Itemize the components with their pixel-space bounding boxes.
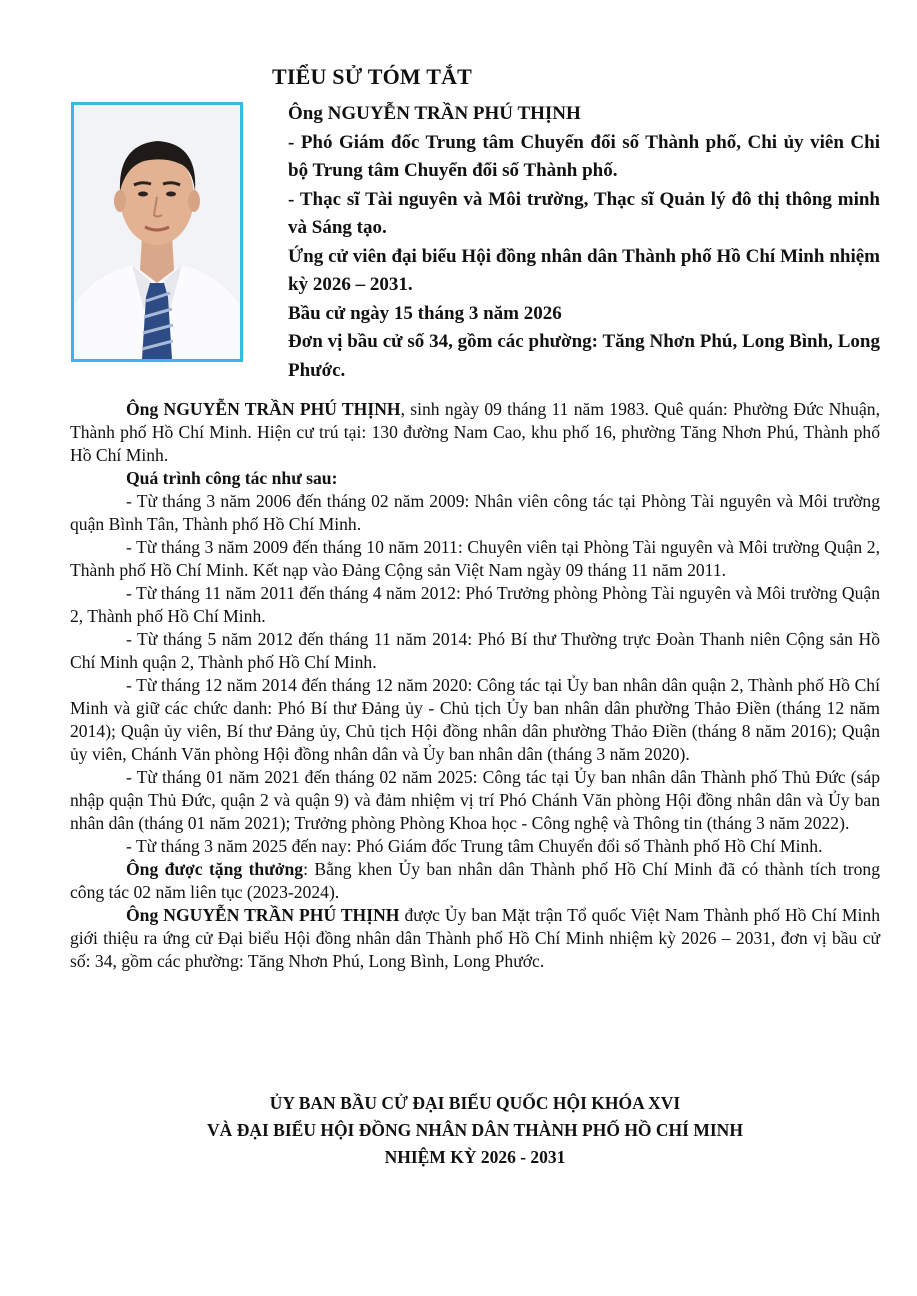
election-unit: Đơn vị bầu cử số 34, gồm các phường: Tăng Nhơn Phú, Long Bình, Long Phước. (288, 331, 880, 381)
election-date: Bầu cử ngày 15 tháng 3 năm 2026 (288, 302, 562, 324)
issuing-committee (70, 1090, 880, 1171)
candidate-degrees: - Thạc sĩ Tài nguyên và Môi trường, Thạc sĩ Quản lý đô thị thông minh và Sáng tạo. (288, 188, 880, 238)
nomination-name: Ông NGUYỄN TRẦN PHÚ THỊNH (126, 905, 400, 925)
career-item: - Từ tháng 01 năm 2021 đến tháng 02 năm 2025: Công tác tại Ủy ban nhân dân Thành phố Thủ Đức (sáp nhập quận Thủ Đức, quận 2 và quận 9) và đảm nhiệm vị trí Phó Chánh Văn phòng Hội đồng nhân dân và Ủy ban nhân dân (tháng 01 năm 2021); Trưởng phòng Phòng Khoa học - Công nghệ và Thông tin (tháng 3 năm 2022). (70, 767, 880, 833)
career-item: - Từ tháng 5 năm 2012 đến tháng 11 năm 2014: Phó Bí thư Thường trực Đoàn Thanh niên Cộng sản Hồ Chí Minh quận 2, Thành phố Hồ Chí Minh. (70, 629, 880, 672)
nomination-text: được Ủy ban Mặt trận Tổ quốc Việt Nam Thành phố Hồ Chí Minh giới thiệu ra ứng cử Đại biểu Hội đồng nhân dân Thành phố Hồ Chí Minh nhiệm kỳ 2026 – 2031, đơn vị bầu cử số: 34, gồm các phường: Tăng Nhơn Phú, Long Bình, Long Phước. (70, 905, 880, 971)
committee-line-1: ỦY BAN BẦU CỬ ĐẠI BIỂU QUỐC HỘI KHÓA XVI (269, 1093, 681, 1113)
intro-text: , sinh ngày 09 tháng 11 năm 1983. Quê quán: Phường Đức Nhuận, Thành phố Hồ Chí Minh. Hiện cư trú tại: 130 đường Nam Cao, khu phố 16, phường Tăng Nhơn Phú, Thành phố Hồ Chí Minh. (70, 399, 880, 465)
award-paragraph (70, 858, 880, 904)
committee-line-3: NHIỆM KỲ 2026 - 2031 (384, 1147, 566, 1167)
candidate-position: - Phó Giám đốc Trung tâm Chuyển đổi số Thành phố, Chi ủy viên Chi bộ Trung tâm Chuyển đổi số Thành phố. (288, 131, 880, 181)
career-heading: Quá trình công tác như sau: (126, 468, 338, 488)
career-item: - Từ tháng 3 năm 2025 đến nay: Phó Giám đốc Trung tâm Chuyển đổi số Thành phố Hồ Chí Minh. (126, 836, 823, 856)
candidate-summary (288, 100, 880, 385)
intro-name: Ông NGUYỄN TRẦN PHÚ THỊNH (126, 399, 401, 419)
intro-paragraph (70, 398, 880, 467)
career-item: - Từ tháng 3 năm 2006 đến tháng 02 năm 2009: Nhân viên công tác tại Phòng Tài nguyên và Môi trường quận Bình Tân, Thành phố Hồ Chí Minh. (70, 491, 880, 534)
biography-body (70, 398, 880, 973)
candidate-name: Ông NGUYỄN TRẦN PHÚ THỊNH (288, 103, 581, 124)
award-label: Ông được tặng thưởng (126, 859, 304, 879)
nomination-paragraph (70, 904, 880, 973)
candidate-portrait (71, 102, 243, 362)
career-item: - Từ tháng 11 năm 2011 đến tháng 4 năm 2012: Phó Trưởng phòng Phòng Tài nguyên và Môi trường Quận 2, Thành phố Hồ Chí Minh. (70, 583, 880, 626)
document-title: TIỂU SỬ TÓM TẮT (272, 64, 473, 89)
career-item: - Từ tháng 3 năm 2009 đến tháng 10 năm 2011: Chuyên viên tại Phòng Tài nguyên và Môi trường Quận 2, Thành phố Hồ Chí Minh. Kết nạp vào Đảng Cộng sản Việt Nam ngày 09 tháng 11 năm 2011. (70, 537, 880, 580)
candidacy-statement: Ứng cử viên đại biểu Hội đồng nhân dân Thành phố Hồ Chí Minh nhiệm kỳ 2026 – 2031. (288, 245, 880, 295)
career-item: - Từ tháng 12 năm 2014 đến tháng 12 năm 2020: Công tác tại Ủy ban nhân dân quận 2, Thành phố Hồ Chí Minh và giữ các chức danh: Phó Bí thư Đảng ủy - Chủ tịch Ủy ban nhân dân phường Thảo Điền (tháng 12 năm 2014); Quận ủy viên, Bí thư Đảng ủy, Chủ tịch Hội đồng nhân dân phường Thảo Điền (tháng 8 năm 2016); Quận ủy viên, Chánh Văn phòng Hội đồng nhân dân và Ủy ban nhân dân (tháng 3 năm 2020). (70, 675, 880, 764)
committee-line-2: VÀ ĐẠI BIỂU HỘI ĐỒNG NHÂN DÂN THÀNH PHỐ HỒ CHÍ MINH (207, 1120, 743, 1140)
award-text: : Bằng khen Ủy ban nhân dân Thành phố Hồ Chí Minh đã có thành tích trong công tác 02 năm liên tục (2023-2024). (70, 859, 880, 902)
